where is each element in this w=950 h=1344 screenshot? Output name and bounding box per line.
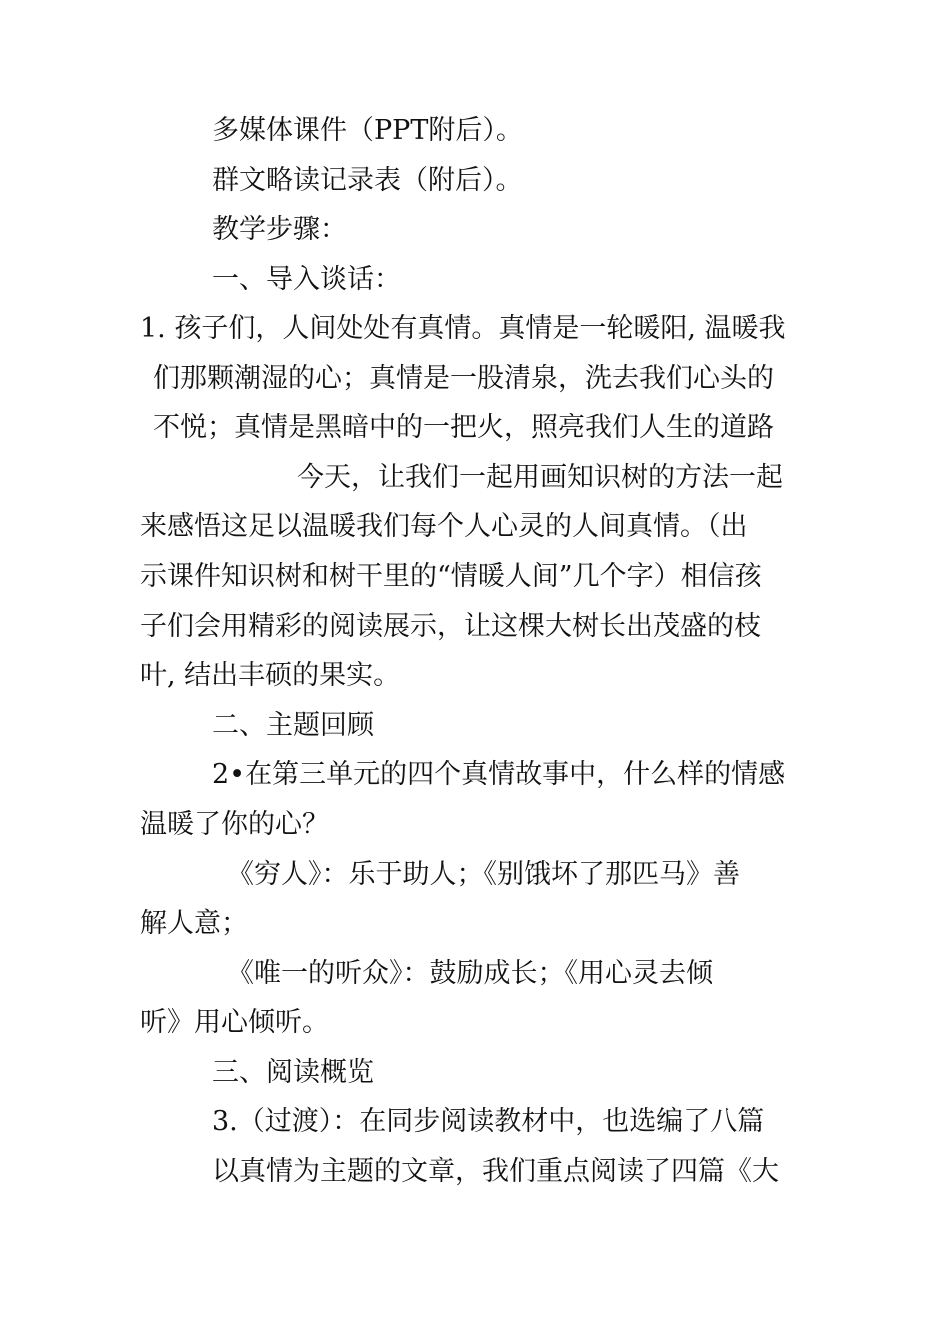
paragraph-1-line-5: 来感悟这足以温暖我们每个人心灵的人间真情。（出: [140, 511, 748, 542]
section-2-heading: 二、主题回顾: [212, 710, 374, 741]
section-1-heading: 一、导入谈话：: [212, 264, 401, 295]
section-3-heading: 三、阅读概览: [212, 1057, 374, 1088]
paragraph-2-line-2: 温暖了你的心？: [140, 809, 329, 840]
paragraph-1-line-6: 示课件知识树和树干里的“情暖人间”几个字）相信孩: [140, 561, 762, 592]
materials-line-1: 多媒体课件（PPT附后）。: [212, 115, 523, 146]
paragraph-5-line-2: 以真情为主题的文章，我们重点阅读了四篇《大: [212, 1156, 779, 1187]
paragraph-1-line-1: 1. 孩子们，人间处处有真情。真情是一轮暖阳, 温暖我: [140, 313, 786, 344]
paragraph-5-line-1: 3.（过渡）：在同步阅读教材中，也选编了八篇: [212, 1106, 765, 1137]
paragraph-1-line-2: 们那颗潮湿的心；真情是一股清泉，洗去我们心头的: [153, 363, 774, 394]
paragraph-1-line-4: 今天，让我们一起用画知识树的方法一起: [297, 462, 783, 493]
paragraph-4-line-1: 《唯一的听众》：鼓励成长；《用心灵去倾: [227, 958, 713, 989]
paragraph-1-line-7: 子们会用精彩的阅读展示，让这棵大树长出茂盛的枝: [140, 611, 761, 642]
materials-line-2: 群文略读记录表（附后）。: [212, 165, 523, 196]
paragraph-1-line-8: 叶, 结出丰硕的果实。: [140, 660, 401, 691]
paragraph-3-line-2: 解人意；: [140, 908, 248, 939]
paragraph-4-line-2: 听》用心倾听。: [140, 1007, 329, 1038]
paragraph-2-line-1: 2•在第三单元的四个真情故事中，什么样的情感: [212, 759, 786, 790]
paragraph-1-line-3: 不悦；真情是黑暗中的一把火，照亮我们人生的道路: [153, 412, 774, 443]
paragraph-3-line-1: 《穷人》：乐于助人；《别饿坏了那匹马》善: [227, 859, 740, 890]
steps-heading: 教学步骤：: [212, 214, 347, 245]
